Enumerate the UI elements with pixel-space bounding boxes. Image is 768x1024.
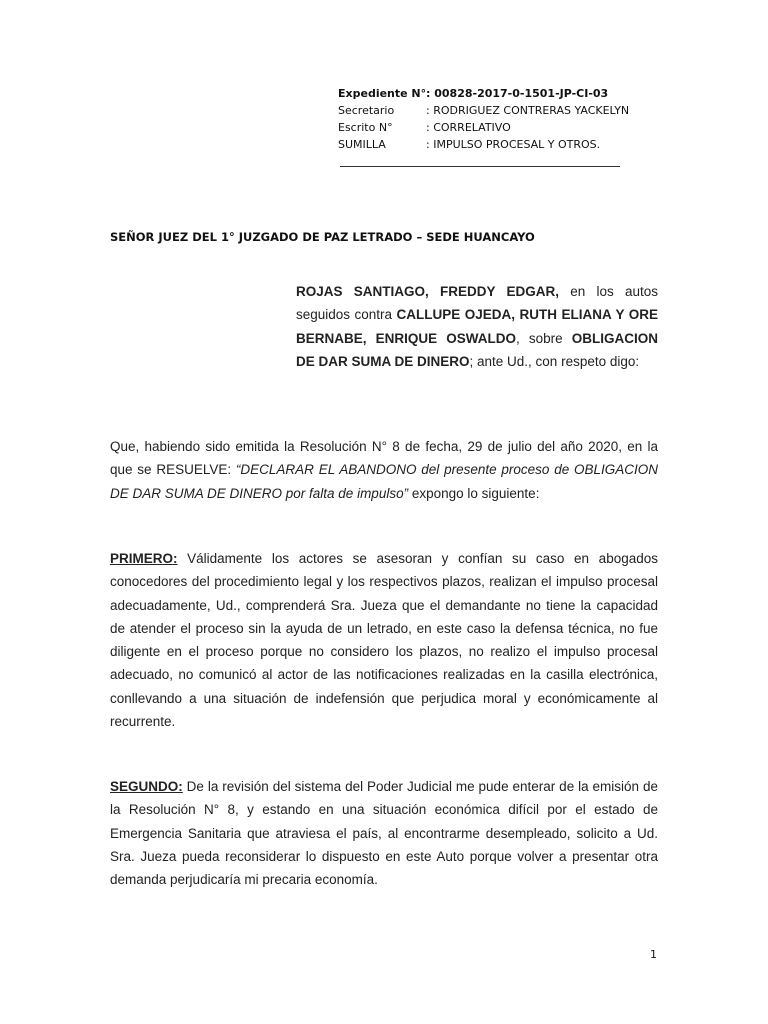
intro-paragraph (296, 280, 658, 373)
segundo-paragraph (110, 775, 658, 891)
addressee: SEÑOR JUEZ DEL 1° JUZGADO DE PAZ LETRADO – SEDE HUANCAYO (110, 230, 535, 244)
resolution-text-1: Que, habiendo sido emitida la Resolución N° 8 de fecha, 29 de julio del año 2020, en la que se RESUELVE: (110, 439, 658, 478)
primero-heading: PRIMERO: (110, 551, 178, 566)
expediente-row (338, 85, 629, 102)
intro-text-3: ; ante Ud., con respeto digo: (469, 353, 640, 369)
intro-text-1: en los autos seguidos contra (296, 284, 658, 323)
sumilla-row (338, 136, 629, 153)
resolution-text-2: expongo lo siguiente: (408, 485, 540, 501)
escrito-row (338, 119, 629, 136)
resolution-quote: “DECLARAR EL ABANDONO del presente proceso de OBLIGACION DE DAR SUMA DE DINERO por falta de impulso” (110, 462, 659, 501)
secretario-value: : RODRIGUEZ CONTRERAS YACKELYN (426, 104, 630, 117)
resolution-paragraph (110, 435, 658, 505)
escrito-value: : CORRELATIVO (426, 121, 511, 134)
sumilla-label: SUMILLA (338, 138, 386, 151)
petitioner-name: ROJAS SANTIAGO, FREDDY EDGAR, (296, 284, 559, 299)
secretario-row (338, 102, 629, 119)
escrito-label: Escrito N° (338, 121, 393, 134)
intro-text-2: , sobre (516, 330, 572, 346)
secretario-label: Secretario (338, 104, 395, 117)
primero-text: Válidamente los actores se asesoran y confían su caso en abogados conocedores del procedimiento legal y los respectivos plazos, realizan el impulso procesal adecuadamente, Ud., comprenderá Sra. Jueza que el demandante no tiene la capacidad de atender el proceso sin la ayuda de un letrado, en este caso la defensa técnica, no fue diligente en el proceso porque no considero los plazos, no realizo el impulso procesal adecuado, no comunicó al actor de las notificaciones realizadas en la casilla electrónica, conllevando a una situación de indefensión que perjudica moral y económicamente al recurrente. (110, 551, 658, 730)
sumilla-value: : IMPULSO PROCESAL Y OTROS. (426, 138, 601, 151)
segundo-text: De la revisión del sistema del Poder Judicial me pude enterar de la emisión de la Resolución N° 8, y estando en una situación económica difícil por el estado de Emergencia Sanitaria que atraviesa el país, al encontrarme desempleado, solicito a Ud. Sra. Jueza pueda reconsiderar lo dispuesto en este Auto porque volver a presentar otra demanda perjudicaría mi precaria economía. (110, 779, 658, 888)
case-header (338, 85, 629, 153)
expediente-value: : 00828-2017-0-1501-JP-CI-03 (426, 87, 609, 100)
expediente-label: Expediente N° (338, 87, 427, 100)
case-matter: OBLIGACION DE DAR SUMA DE DINERO (296, 330, 658, 369)
page-number: 1 (650, 948, 657, 961)
header-divider (340, 166, 620, 167)
defendants-names: CALLUPE OJEDA, RUTH ELIANA Y ORE BERNABE, ENRIQUE OSWALDO (296, 307, 659, 346)
primero-paragraph (110, 547, 658, 733)
segundo-heading: SEGUNDO: (110, 779, 183, 794)
